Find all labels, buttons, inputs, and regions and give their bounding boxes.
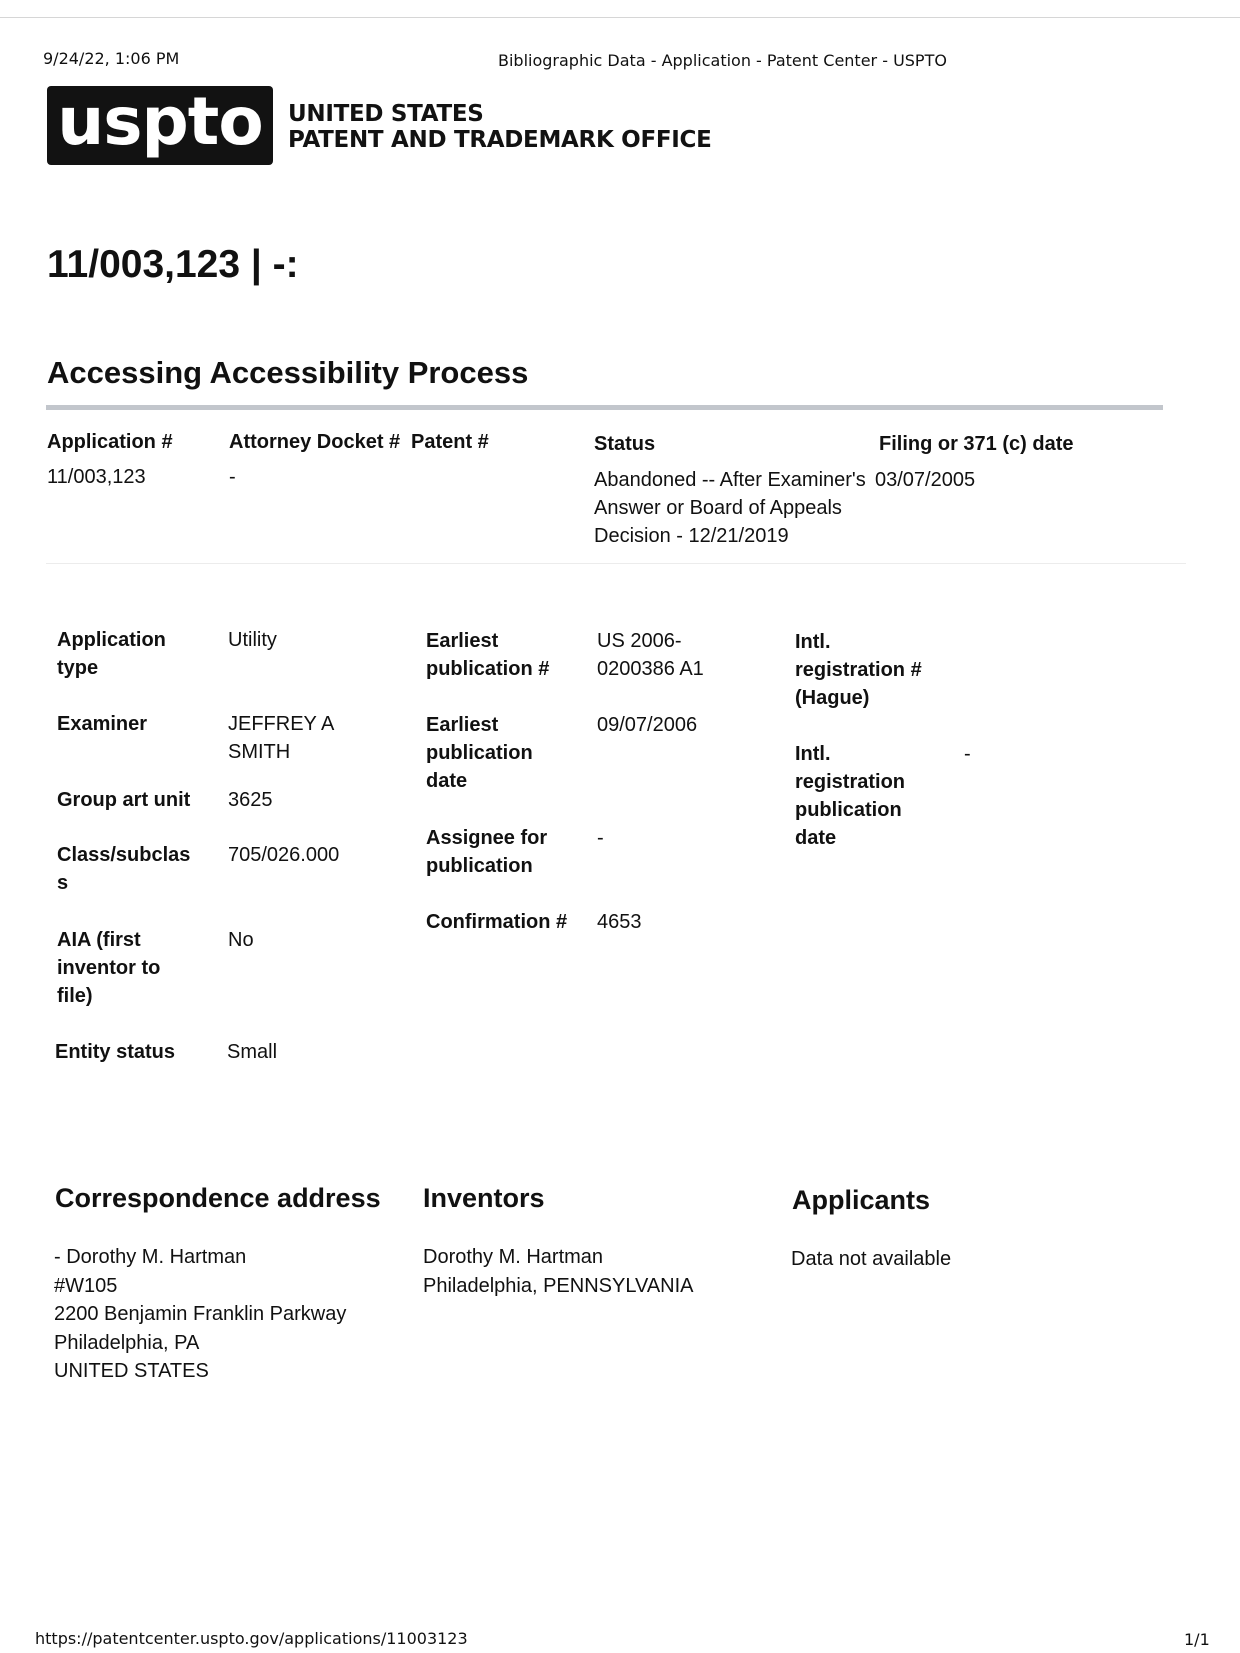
label-line: Assignee for xyxy=(426,827,548,849)
address-line: 2200 Benjamin Franklin Parkway xyxy=(54,1303,347,1325)
correspondence-address xyxy=(54,1243,346,1386)
inventors-heading: Inventors xyxy=(423,1183,545,1213)
correspondence-heading: Correspondence address xyxy=(55,1183,381,1213)
applicants-list xyxy=(791,1245,951,1274)
aia-label xyxy=(57,926,160,1010)
header-status: Status xyxy=(594,433,656,455)
assignee-value: - xyxy=(597,827,604,849)
label-line: publication xyxy=(426,855,533,877)
label-line: AIA (first xyxy=(57,929,141,951)
label-line: registration xyxy=(795,771,906,793)
address-line: #W105 xyxy=(54,1274,118,1297)
value-line: SMITH xyxy=(228,741,291,763)
earliest-publication-no-label xyxy=(426,627,549,683)
agency-name-line1: UNITED STATES xyxy=(288,101,484,127)
value-line: 0200386 A1 xyxy=(597,658,704,680)
application-type-label xyxy=(57,626,166,682)
label-line: publication # xyxy=(426,658,550,680)
label-line: Application xyxy=(57,629,166,651)
label-line: Earliest xyxy=(426,630,499,652)
earliest-publication-date-value: 09/07/2006 xyxy=(597,714,698,736)
header-attorney-docket: Attorney Docket # xyxy=(229,431,401,453)
title-divider xyxy=(46,405,1163,410)
class-subclass-label xyxy=(57,841,190,897)
intl-registration-pub-date-label xyxy=(795,740,905,852)
inventor-line: Dorothy M. Hartman xyxy=(423,1246,604,1268)
value-line: US 2006- xyxy=(597,630,682,652)
summary-divider xyxy=(46,563,1186,564)
status-line: Answer or Board of Appeals xyxy=(594,497,842,519)
inventor-line: Philadelphia, PENNSYLVANIA xyxy=(423,1274,694,1297)
label-line: Class/subclas xyxy=(57,844,191,866)
applicants-heading: Applicants xyxy=(792,1185,931,1215)
confirmation-value: 4653 xyxy=(597,911,642,933)
label-line: inventor to xyxy=(57,957,161,979)
intl-registration-no-label xyxy=(795,628,922,712)
label-line: date xyxy=(426,770,468,792)
footer-page-number: 1/1 xyxy=(1184,1630,1210,1649)
class-subclass-value: 705/026.000 xyxy=(228,844,340,866)
label-line: Earliest xyxy=(426,714,499,736)
group-art-unit-label: Group art unit xyxy=(57,789,191,811)
label-line: date xyxy=(795,827,837,849)
entity-status-value: Small xyxy=(227,1041,278,1063)
status-value xyxy=(594,466,866,550)
header-patent-no: Patent # xyxy=(411,431,489,453)
inventors-list xyxy=(423,1243,694,1300)
label-line: s xyxy=(57,872,69,894)
label-line: publication xyxy=(795,799,902,821)
assignee-label xyxy=(426,824,547,880)
examiner-label: Examiner xyxy=(57,713,148,735)
label-line: (Hague) xyxy=(795,687,870,709)
uspto-logo[interactable] xyxy=(47,82,273,165)
agency-name-line2: PATENT AND TRADEMARK OFFICE xyxy=(288,127,712,153)
aia-value: No xyxy=(228,929,254,951)
confirmation-label: Confirmation # xyxy=(426,911,568,933)
footer-url: https://patentcenter.uspto.gov/applications/11003123 xyxy=(35,1629,468,1648)
print-page-title: Bibliographic Data - Application - Patent Center - USPTO xyxy=(498,51,947,70)
header-application-no: Application # xyxy=(47,431,173,453)
label-line: file) xyxy=(57,985,93,1007)
label-line: type xyxy=(57,657,99,679)
filing-date-value: 03/07/2005 xyxy=(875,469,976,491)
entity-status-label: Entity status xyxy=(55,1041,176,1063)
group-art-unit-value: 3625 xyxy=(228,789,273,811)
header-filing-date: Filing or 371 (c) date xyxy=(879,433,1074,455)
earliest-publication-no-value xyxy=(597,627,704,683)
address-line: - Dorothy M. Hartman xyxy=(54,1246,247,1268)
label-line: publication xyxy=(426,742,533,764)
label-line: Intl. xyxy=(795,631,831,653)
attorney-docket-value: - xyxy=(229,466,236,488)
examiner-value xyxy=(228,710,334,766)
label-line: registration # xyxy=(795,659,922,681)
logo-mark: uspto xyxy=(57,82,263,160)
application-type-value: Utility xyxy=(228,629,277,651)
intl-registration-pub-date-value: - xyxy=(964,743,971,765)
value-line: JEFFREY A xyxy=(228,713,335,735)
earliest-publication-date-label xyxy=(426,711,533,795)
print-datetime: 9/24/22, 1:06 PM xyxy=(43,49,180,68)
status-line: Decision - 12/21/2019 xyxy=(594,525,789,547)
address-line: UNITED STATES xyxy=(54,1360,209,1382)
applicant-line: Data not available xyxy=(791,1248,952,1270)
application-title: Accessing Accessibility Process xyxy=(47,355,529,390)
application-heading: 11/003,123 | -: xyxy=(47,243,299,286)
agency-name xyxy=(288,101,712,153)
label-line: Intl. xyxy=(795,743,831,765)
status-line: Abandoned -- After Examiner's xyxy=(594,469,866,491)
address-line: Philadelphia, PA xyxy=(54,1331,200,1354)
application-no-value: 11/003,123 xyxy=(47,466,146,488)
top-rule xyxy=(0,17,1240,18)
